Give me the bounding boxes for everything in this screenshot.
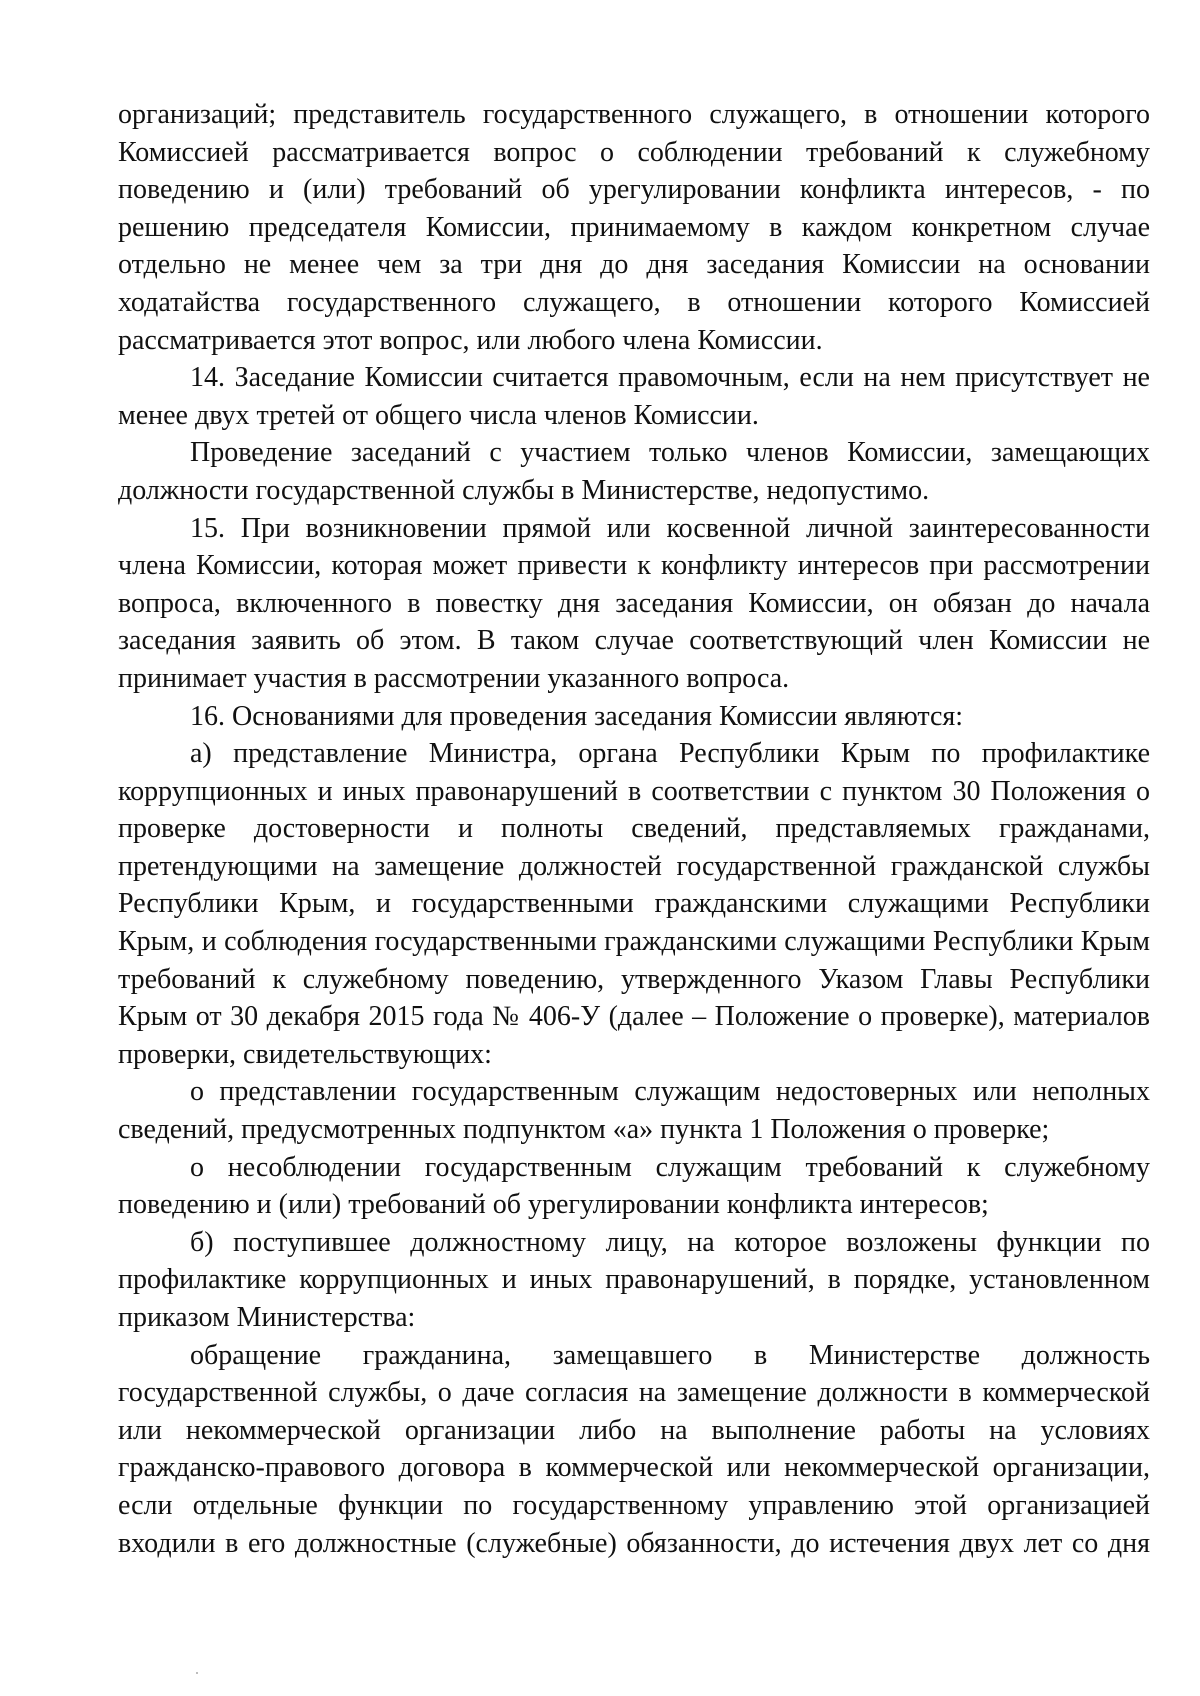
document-page — [118, 96, 1150, 1562]
paragraph-item-15: 15. При возникновении прямой или косвенной личной заинтересованности члена Комиссии, которая может привести к конфликту интересов при рассмотрении вопроса, включенного в повестку дня заседания Комиссии, он обязан до начала заседания заявить об этом. В таком случае соответствующий член Комиссии не принимает участия в рассмотрении указанного вопроса. — [118, 512, 1150, 694]
paragraph-item-16-b: б) поступившее должностному лицу, на которое возложены функции по профилактике коррупционных и иных правонарушений, в порядке, установленном приказом Министерства: — [118, 1226, 1150, 1333]
paragraph-item-14-note: Проведение заседаний с участием только членов Комиссии, замещающих должности государственной службы в Министерстве, недопустимо. — [118, 437, 1150, 506]
paragraph-item-16-a: а) представление Министра, органа Республики Крым по профилактике коррупционных и иных правонарушений в соответствии с пунктом 30 Положения о проверке достоверности и полноты сведений, представляемых гражданами, претендующими на замещение должностей государственной гражданской службы Республики Крым, и государственными гражданскими служащими Республики Крым, и соблюдения государственными гражданскими служащими Республики Крым требований к служебному поведению, утвержденного Указом Главы Республики Крым от 30 декабря 2015 года № 406-У (далее – Положение о проверке), материалов проверки, свидетельствующих: — [118, 738, 1150, 1070]
paragraph-item-16-b-1: обращение гражданина, замещавшего в Министерстве должность государственной службы, о даче согласия на замещение должности в коммерческой или некоммерческой организации либо на выполнение работы на условиях гражданско-правового договора в коммерческой или некоммерческой организации, если отдельные функции по государственному управлению этой организацией входили в его должностные (служебные) обязанности, до истечения двух лет со дня — [118, 1339, 1150, 1559]
paragraph-item-16: 16. Основаниями для проведения заседания Комиссии являются: — [190, 700, 964, 732]
paragraph-item-14: 14. Заседание Комиссии считается правомочным, если на нем присутствует не менее двух третей от общего числа членов Комиссии. — [118, 362, 1150, 431]
paragraph-item-16-a-2: о несоблюдении государственным служащим требований к служебному поведению и (или) требований об урегулировании конфликта интересов; — [118, 1151, 1150, 1221]
paragraph-item-16-a-1: о представлении государственным служащим недостоверных или неполных сведений, предусмотренных подпунктом «а» пункта 1 Положения о проверке; — [118, 1076, 1150, 1146]
scan-artifact — [196, 1672, 198, 1674]
paragraph-representative: организаций; представитель государственного служащего, в отношении которого Комиссией рассматривается вопрос о соблюдении требований к служебному поведению и (или) требований об урегулировании конфликта интересов, - по решению председателя Комиссии, принимаемому в каждом конкретном случае отдельно не менее чем за три дня до дня заседания Комиссии на основании ходатайства государственного служащего, в отношении которого Комиссией рассматривается этот вопрос, или любого члена Комиссии. — [118, 99, 1150, 356]
